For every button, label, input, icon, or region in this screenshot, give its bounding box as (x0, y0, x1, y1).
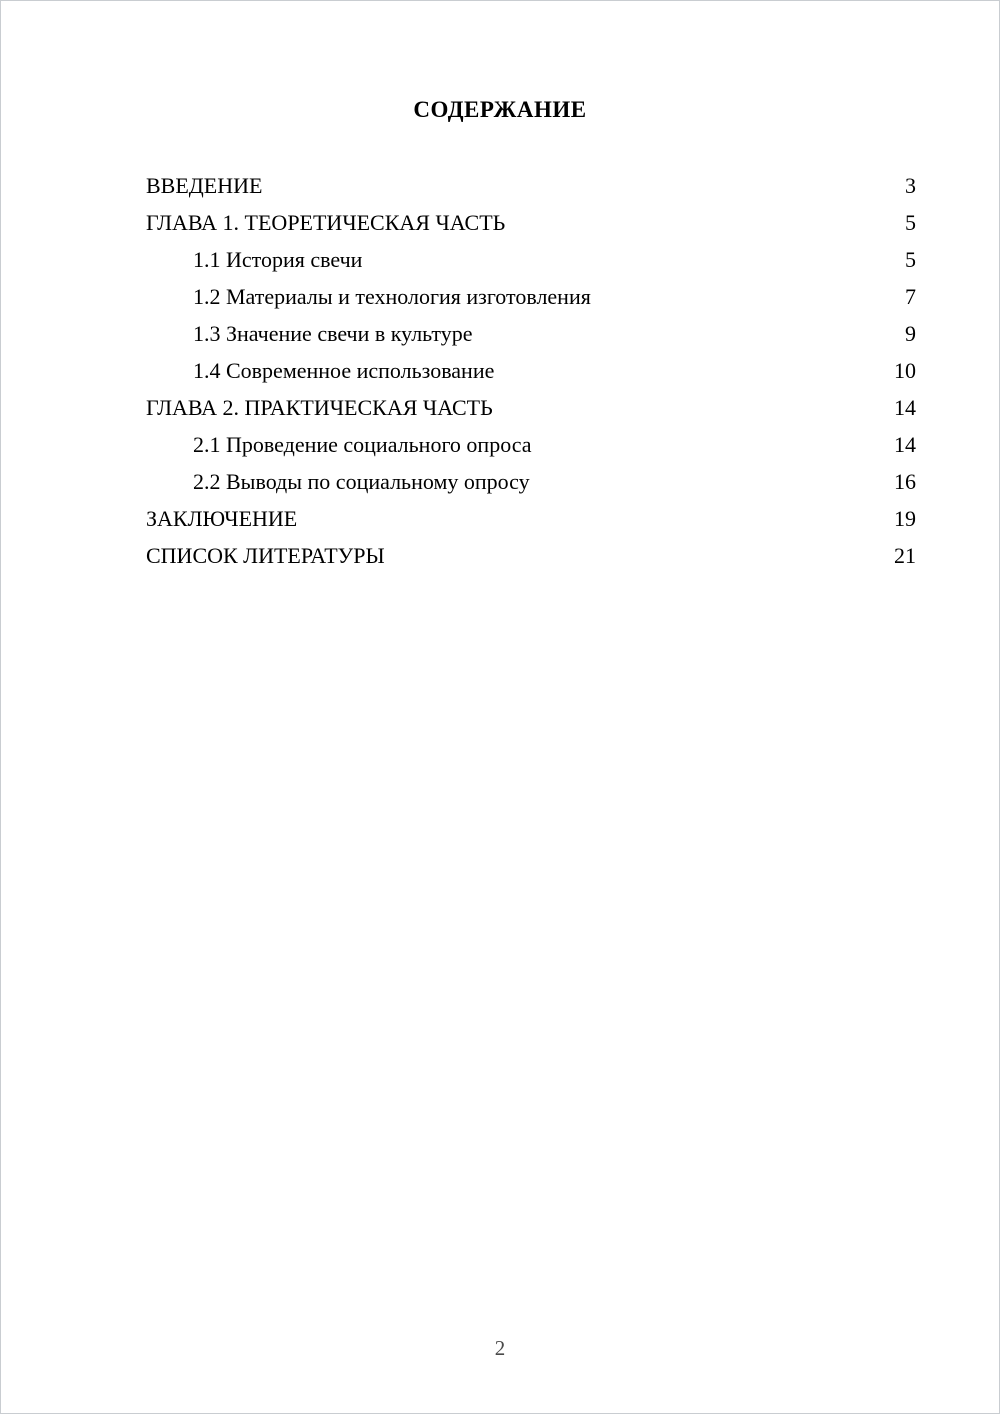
toc-entry[interactable] (146, 389, 916, 426)
toc-entry-label: ЗАКЛЮЧЕНИЕ (146, 506, 298, 531)
toc-entry-page: 19 (894, 506, 916, 531)
toc-entry-label: ГЛАВА 2. ПРАКТИЧЕСКАЯ ЧАСТЬ (146, 395, 493, 420)
toc-entry-page: 21 (894, 543, 916, 568)
toc-entry-label: СПИСОК ЛИТЕРАТУРЫ (146, 543, 385, 568)
page-number: 2 (494, 1336, 506, 1360)
toc-entry[interactable] (146, 315, 916, 352)
toc-entry[interactable] (146, 241, 916, 278)
toc-entry-label: ВВЕДЕНИЕ (146, 173, 263, 198)
toc-entry-page: 14 (894, 395, 916, 420)
toc-entry-label: 1.2 Материалы и технология изготовления (193, 284, 591, 309)
table-of-contents (1, 167, 999, 574)
toc-entry-page: 5 (905, 247, 916, 272)
toc-entry-page: 10 (894, 358, 916, 383)
toc-entry-label: 1.1 История свечи (193, 247, 363, 272)
toc-entry-label: 1.4 Современное использование (193, 358, 495, 383)
toc-entry[interactable] (146, 278, 916, 315)
toc-entry-page: 7 (905, 284, 916, 309)
toc-entry-label: ГЛАВА 1. ТЕОРЕТИЧЕСКАЯ ЧАСТЬ (146, 210, 506, 235)
toc-entry[interactable] (146, 204, 916, 241)
toc-entry-page: 5 (905, 210, 916, 235)
toc-entry-page: 3 (905, 173, 916, 198)
toc-entry[interactable] (146, 537, 916, 574)
toc-entry-label: 1.3 Значение свечи в культуре (193, 321, 473, 346)
toc-entry[interactable] (146, 463, 916, 500)
toc-entry[interactable] (146, 352, 916, 389)
toc-entry[interactable] (146, 167, 916, 204)
toc-entry-label: 2.2 Выводы по социальному опросу (193, 469, 530, 494)
page-title: СОДЕРЖАНИЕ (413, 97, 587, 122)
toc-entry[interactable] (146, 500, 916, 537)
toc-entry-page: 9 (905, 321, 916, 346)
toc-entry-page: 16 (894, 469, 916, 494)
toc-entry-label: 2.1 Проведение социального опроса (193, 432, 532, 457)
toc-entry-page: 14 (894, 432, 916, 457)
toc-entry[interactable] (146, 426, 916, 463)
